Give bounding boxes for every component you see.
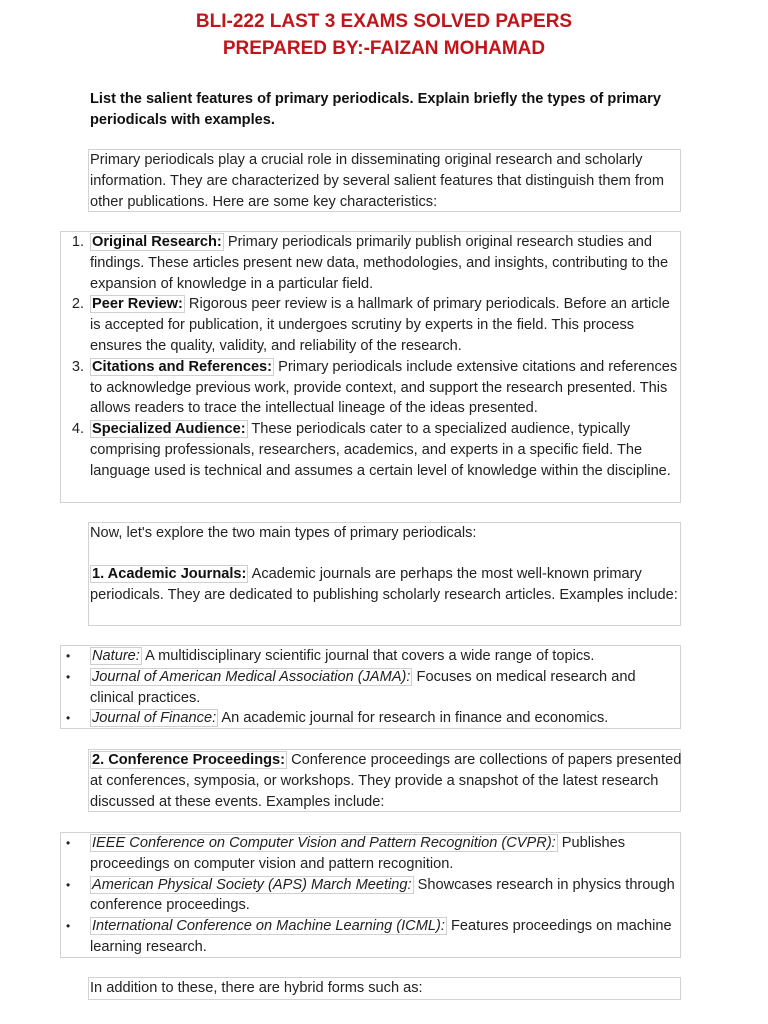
feature-term: Specialized Audience: [92, 421, 246, 438]
list-number: 4. [71, 421, 84, 438]
list-item [60, 916, 682, 958]
list-item [60, 667, 682, 709]
document-header [0, 8, 768, 62]
conference-text: Features proceedings on machine learning research. [90, 918, 672, 955]
feature-term: Original Research: [92, 234, 222, 250]
type2-paragraph [90, 750, 682, 812]
journal-name: Nature: [92, 648, 140, 664]
conference-name: International Conference on Machine Learning (ICML): [92, 918, 445, 935]
bullet-icon: • [66, 919, 71, 934]
type2-text: Conference proceedings are collections of papers presented at conferences, symposia, or workshops. They provide a snapshot of the latest research discussed at these events. Examples include: [90, 752, 682, 810]
types-intro: Now, let's explore the two main types of primary periodicals: [90, 525, 477, 541]
type1-paragraph [90, 564, 682, 606]
list-item [60, 232, 682, 294]
conferences-list [60, 833, 682, 958]
list-item [60, 357, 682, 419]
journal-name: Journal of American Medical Association (JAMA): [92, 668, 411, 685]
list-number: 3. [71, 358, 84, 375]
conference-name: IEEE Conference on Computer Vision and Pattern Recognition (CVPR): [92, 835, 556, 851]
journal-text: An academic journal for research in finance and economics. [218, 710, 609, 727]
list-item [60, 646, 682, 667]
feature-term: Peer Review: [92, 296, 183, 313]
journal-text: A multidisciplinary scientific journal that covers a wide range of topics. [141, 648, 595, 664]
feature-text: Rigorous peer review is a hallmark of primary periodicals. Before an article is accepted for publication, it undergoes scrutiny by experts in the field. This process ensures the quality, validity, and reliability of the research. [90, 296, 670, 354]
list-number: 1. [71, 234, 84, 250]
bullet-icon: • [66, 669, 71, 684]
list-item [60, 875, 682, 917]
bullet-icon: • [66, 836, 71, 850]
list-item [60, 294, 682, 356]
intro-paragraph: Primary periodicals play a crucial role in disseminating original research and scholarly information. They are characterized by several salient features that distinguish them from other publications. Here are some key characteristics: [90, 152, 665, 210]
bullet-icon: • [66, 711, 71, 726]
features-list [60, 232, 682, 482]
header-title: BLI-222 LAST 3 EXAMS SOLVED PAPERS [195, 11, 573, 32]
feature-text: These periodicals cater to a specialized audience, typically comprising professionals, researchers, academics, and experts in a specific field. The language used is technical and assumes a certain level of knowledge within the discipline. [90, 421, 671, 479]
list-item [60, 419, 682, 481]
bullet-icon: • [66, 877, 71, 892]
conference-text: Publishes proceedings on computer vision and pattern recognition. [90, 835, 626, 872]
header-author: PREPARED BY:-FAIZAN MOHAMAD [222, 38, 546, 59]
journal-text: Focuses on medical research and clinical practices. [90, 668, 636, 706]
list-item [60, 833, 682, 875]
conference-text: Showcases research in physics through conference proceedings. [90, 876, 675, 914]
question-heading: List the salient features of primary periodicals. Explain briefly the types of primary periodicals with examples. [90, 91, 661, 128]
list-number: 2. [71, 296, 84, 313]
feature-text: Primary periodicals primarily publish original research studies and findings. These articles present new data, methodologies, and insights, contributing to the expansion of knowledge in a particular field. [90, 234, 669, 292]
feature-text: Primary periodicals include extensive citations and references to acknowledge previous work, provide context, and support the research presented. This allows readers to trace the intellectual lineage of the ideas presented. [90, 358, 678, 417]
type1-text: Academic journals are perhaps the most well-known primary periodicals. They are dedicated to publishing scholarly research articles. Examples include: [90, 566, 678, 603]
journal-name: Journal of Finance: [92, 710, 217, 727]
bullet-icon: • [66, 649, 71, 663]
type1-term: 1. Academic Journals: [92, 566, 247, 582]
feature-term: Citations and References: [92, 358, 273, 375]
conference-name: American Physical Society (APS) March Meeting: [92, 876, 412, 893]
type2-term: 2. Conference Proceedings: [92, 752, 286, 768]
closing-paragraph: In addition to these, there are hybrid forms such as: [90, 980, 423, 996]
journals-list [60, 646, 682, 729]
list-item [60, 708, 682, 729]
